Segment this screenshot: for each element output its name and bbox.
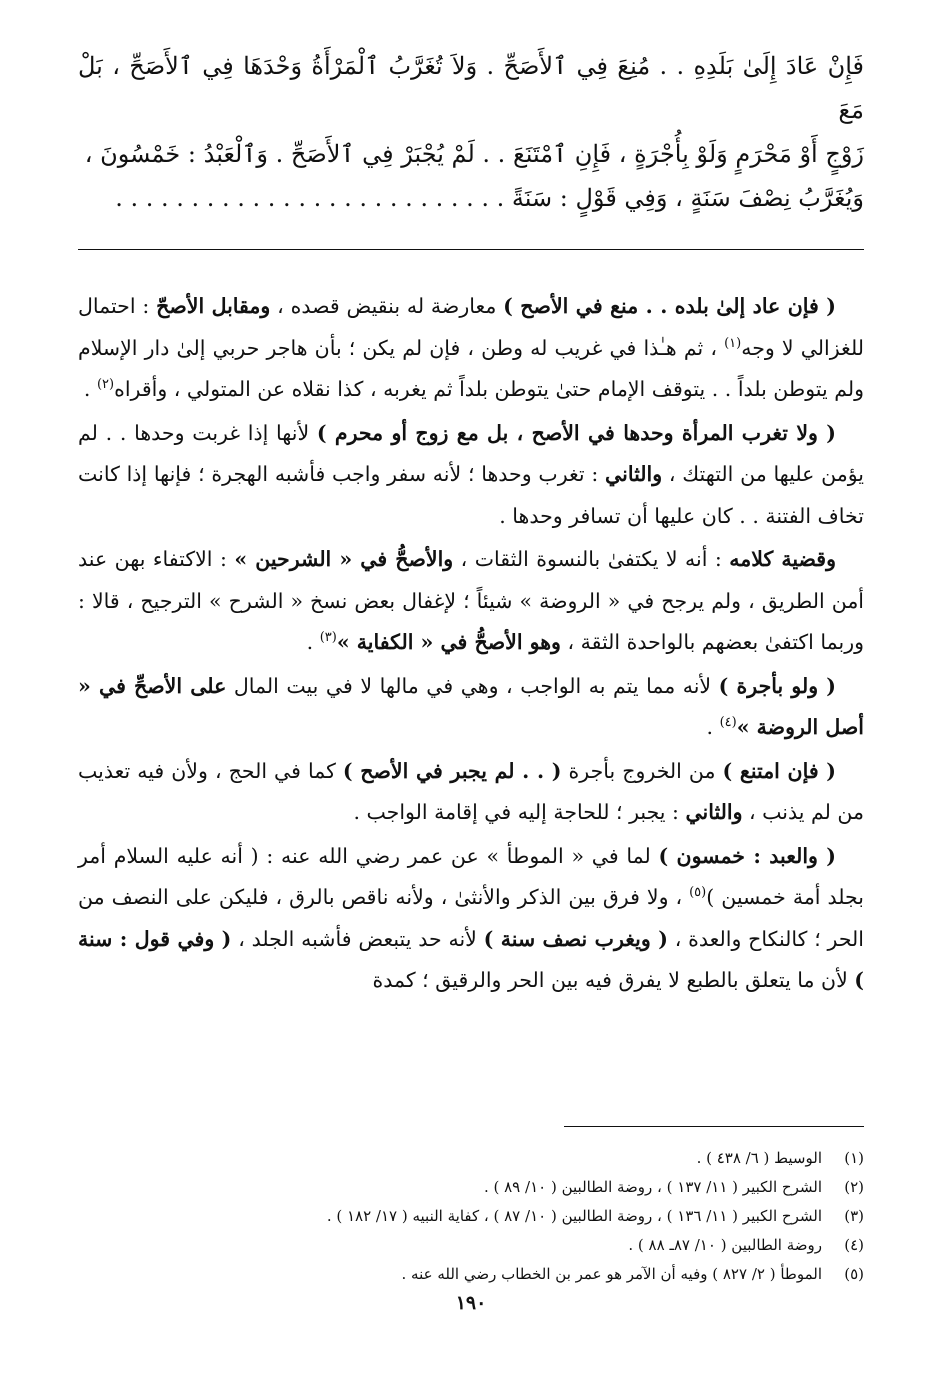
commentary-text: .: [306, 630, 320, 654]
commentary-text: لأنه حد يتبعض فأشبه الجلد ،: [231, 926, 484, 951]
footnote-number: (١): [844, 1149, 864, 1167]
commentary-text: : الاكتفاء بهن عند أمن الطريق ، ولم يرجح في « الروضة » شيئاً ؛ لإغفال بعض نسخ « الشرح » الترجيح ، قالا : وربما اكتفىٰ بعضهم بالواحدة الثقة ،: [78, 547, 864, 654]
footnote-item: [78, 1144, 864, 1173]
commentary-text: لأن ما يتعلق بالطبع لا يفرق فيه بين الحر والرقيق ؛ كمدة: [372, 968, 855, 992]
quoted-text: على الأصحِّ في « أصل الروضة »: [78, 673, 864, 739]
quoted-text: والثاني: [685, 800, 743, 824]
commentary-text: : أنه لا يكتفىٰ بالنسوة الثقات ،: [453, 547, 730, 571]
quoted-text: وقضية كلامه: [729, 547, 837, 571]
footnote-separator: [564, 1126, 864, 1127]
quoted-text: ( ولا تغرب المرأة وحدها في الأصح ، بل مع زوج أو محرم ): [316, 420, 836, 445]
commentary-paragraph: [78, 751, 864, 834]
commentary-paragraph: [78, 413, 864, 538]
footnote-item: [78, 1231, 864, 1260]
commentary-paragraph: [78, 666, 864, 749]
footnotes: [78, 1144, 864, 1289]
quoted-text: ومقابل الأصحّ: [156, 294, 271, 318]
quoted-text: ( ولو بأجرة ): [718, 673, 836, 698]
commentary-paragraph: [78, 836, 864, 1002]
footnote-reference[interactable]: (٥): [689, 885, 707, 901]
commentary-text: كما في الحج ، ولأن فيه تعذيب من لم يذنب ،: [78, 758, 864, 824]
footnote-text: الموطأ ( ٢/ ٨٢٧ ) وفيه أن الآمر هو عمر بن الخطاب رضي الله عنه .: [401, 1265, 822, 1283]
footnote-text: روضة الطالبين ( ١٠/ ٨٧ـ ٨٨ ) .: [628, 1236, 822, 1254]
quoted-text: والثاني: [605, 462, 663, 486]
footnote-text: الشرح الكبير ( ١١/ ١٣٦ ) ، روضة الطالبين ( ١٠/ ٨٧ ) ، كفاية النبيه ( ١٧/ ١٨٢ ) .: [326, 1207, 822, 1225]
footnote-item: [78, 1202, 864, 1231]
footnote-number: (٤): [844, 1236, 864, 1254]
footnote-reference[interactable]: (٤): [719, 715, 737, 731]
commentary-text: ، ثم هـٰذا في غريب له وطن ، فإن لم يكن ؛ بأن هاجر حربي إلىٰ دار الإسلام ولم يتوطن بلداً . . يتوقف الإمام حتىٰ يتوطن بلداً ثم يغربه ، كذا نقلاه عن المتولي ، وأقراه: [78, 335, 864, 401]
footnote-text: الشرح الكبير ( ١١/ ١٣٧ ) ، روضة الطالبين ( ١٠/ ٨٩ ) .: [483, 1178, 822, 1196]
footnote-reference[interactable]: (٢): [96, 377, 115, 393]
document-page: [78, 44, 864, 1377]
commentary-text: .: [706, 715, 720, 739]
main-text-line: وَيُغَرَّبُ نِصْفَ سَنَةٍ ، وَفِي قَوْلٍ : سَنَةً . . . . . . . . . . . . . . . . . . . . . . . . . .: [115, 184, 864, 212]
commentary-paragraph: [78, 286, 864, 411]
commentary-paragraph: [78, 539, 864, 664]
commentary-text: : احتمال للغزالي لا وجه: [78, 294, 864, 360]
commentary-text: لأنه مما يتم به الواجب ، وهي في مالها لا في بيت المال: [226, 673, 719, 698]
quoted-text: وهو الأصحُّ في « الكفاية »: [336, 630, 561, 654]
commentary-text: : يجبر ؛ للحاجة إليه في إقامة الواجب .: [353, 800, 686, 824]
footnote-number: (٢): [844, 1178, 864, 1196]
quoted-text: والأصحُّ في « الشرحين »: [234, 547, 454, 571]
quoted-text: ( . . لم يجبر في الأصح ): [342, 758, 562, 783]
footnote-number: (٣): [844, 1207, 864, 1225]
commentary-text: .: [83, 377, 97, 401]
quoted-text: ( فإن عاد إلىٰ بلده . . منع في الأصح ): [503, 294, 836, 318]
quoted-text: ( وفي قول : سنة ): [78, 926, 864, 992]
footnote-item: [78, 1260, 864, 1289]
commentary-text: من الخروج بأجرة: [561, 758, 723, 783]
main-text-line: فَإِنْ عَادَ إِلَىٰ بَلَدِهِ . . مُنِعَ فِي ٱلأَصَحِّ . وَلاَ تُغَرَّبُ ٱلْمَرْأَةُ وَحْدَهَا فِي ٱلأَصَحِّ ، بَلْ مَعَ: [78, 52, 864, 124]
quoted-text: ( والعبد : خمسون ): [658, 843, 836, 868]
footnote-reference[interactable]: (٣): [319, 630, 337, 646]
main-text-line: زَوْجٍ أَوْ مَحْرَمٍ وَلَوْ بِأُجْرَةٍ ، فَإِنِ ٱمْتَنَعَ . . لَمْ يُجْبَرْ فِي ٱلأَصَحِّ . وَٱلْعَبْدُ : خَمْسُونَ ،: [84, 140, 864, 168]
commentary: [78, 286, 864, 1004]
footnote-text: الوسيط ( ٦/ ٤٣٨ ) .: [696, 1149, 822, 1167]
footnote-number: (٥): [844, 1265, 864, 1283]
quoted-text: ( فإن امتنع ): [722, 758, 837, 783]
page-number: ١٩٠: [455, 1292, 487, 1314]
footnote-reference[interactable]: (١): [724, 335, 742, 351]
commentary-text: لأنها إذا غربت وحدها . . لم يؤمن عليها من التهتك ،: [78, 420, 864, 486]
commentary-text: : تغرب وحدها ؛ لأنه سفر واجب فأشبه الهجرة ؛ فإنها إذا كانت تخاف الفتنة . . كان عليها أن تسافر وحدها .: [78, 462, 864, 528]
main-text: [78, 44, 864, 212]
commentary-text: معارضة له بنقيض قصده ،: [270, 294, 504, 318]
commentary-text: ، ولا فرق بين الذكر والأنثىٰ ، ولأنه ناقص بالرق ، فليكن على النصف من الحر ؛ كالنكاح والعدة ،: [78, 885, 865, 951]
commentary-text: لما في « الموطأ » عن عمر رضي الله عنه : ( أنه عليه السلام أمر بجلد أمة خمسين ): [78, 843, 864, 909]
footnote-item: [78, 1173, 864, 1202]
separator-rule: [78, 249, 864, 250]
quoted-text: ( ويغرب نصف سنة ): [483, 926, 668, 951]
